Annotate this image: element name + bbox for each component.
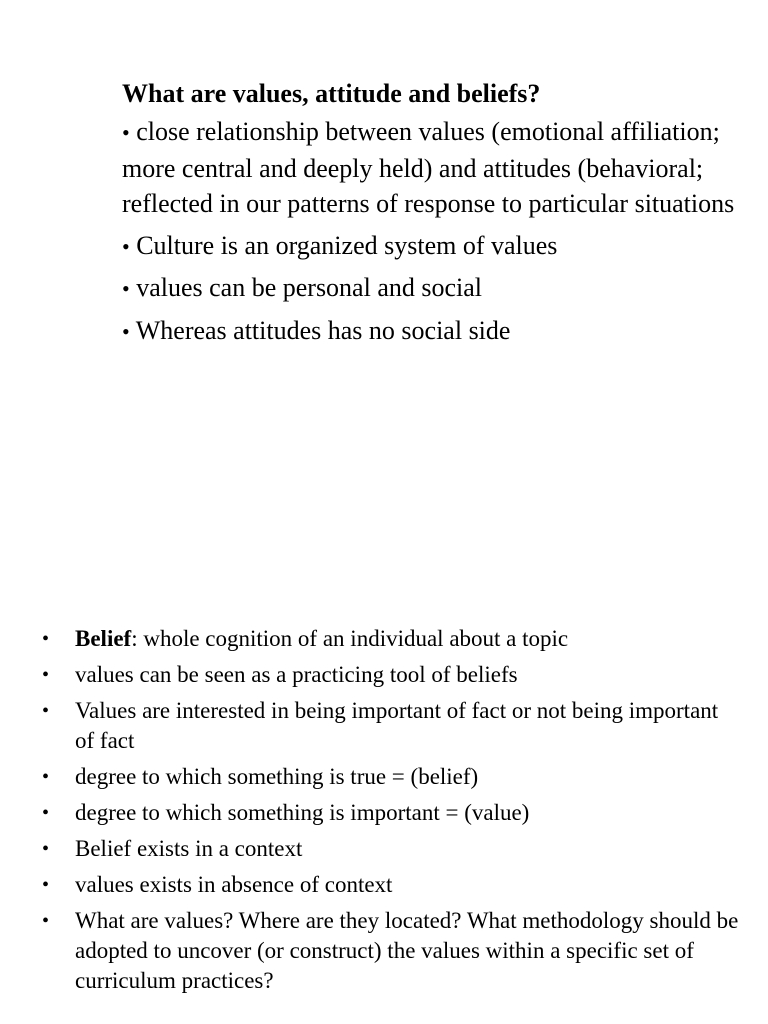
bullet-icon: • (42, 700, 50, 722)
top-bullet-item (122, 313, 742, 350)
belief-definition-text: : whole cognition of an individual about a topic (131, 626, 569, 651)
top-bullet-item (122, 270, 742, 307)
bullet-icon: • (122, 233, 130, 259)
bullet-icon: • (42, 628, 50, 650)
slide-title: What are values, attitude and beliefs? (122, 79, 541, 108)
top-bullet-text: close relationship between values (emotional affiliation; more central and deeply held) and attitudes (behavioral; reflected in our patterns of response to particular situations (122, 117, 735, 218)
list-item (42, 762, 742, 792)
bullet-icon: • (122, 120, 130, 145)
top-bullet-item (122, 228, 742, 265)
list-item-text: Belief exists in a context (75, 836, 303, 861)
top-bullet-item (122, 114, 742, 222)
bullet-icon: • (122, 276, 130, 301)
bullet-icon: • (122, 318, 130, 344)
bullet-icon: • (42, 910, 50, 932)
list-item (42, 696, 742, 756)
list-item-text: degree to which something is true = (belief) (75, 764, 479, 789)
list-item (42, 906, 742, 996)
list-item-text: What are values? Where are they located? What methodology should be adopted to uncover (or construct) the values within a specific set of curriculum practices? (75, 908, 739, 993)
list-item-belief-definition (42, 624, 742, 654)
list-item-text: Values are interested in being important of fact or not being important of fact (75, 698, 719, 753)
bullet-icon: • (42, 766, 50, 788)
bottom-bullet-list (42, 624, 742, 1002)
bullet-icon: • (42, 664, 50, 686)
top-bullet-text: Culture is an organized system of values (129, 230, 558, 260)
list-item-text: degree to which something is important = (value) (75, 800, 530, 825)
top-bullet-text: Whereas attitudes has no social side (129, 315, 511, 345)
list-item-text: values exists in absence of context (75, 872, 393, 897)
list-item (42, 834, 742, 864)
top-slide (122, 76, 742, 355)
list-item (42, 870, 742, 900)
list-item (42, 798, 742, 828)
list-item (42, 660, 742, 690)
top-bullet-text: values can be personal and social (129, 273, 483, 302)
list-item-text: values can be seen as a practicing tool of beliefs (75, 662, 518, 687)
bullet-icon: • (42, 802, 50, 824)
bullet-icon: • (42, 838, 50, 860)
bullet-icon: • (42, 874, 50, 896)
belief-term: Belief (75, 626, 132, 651)
